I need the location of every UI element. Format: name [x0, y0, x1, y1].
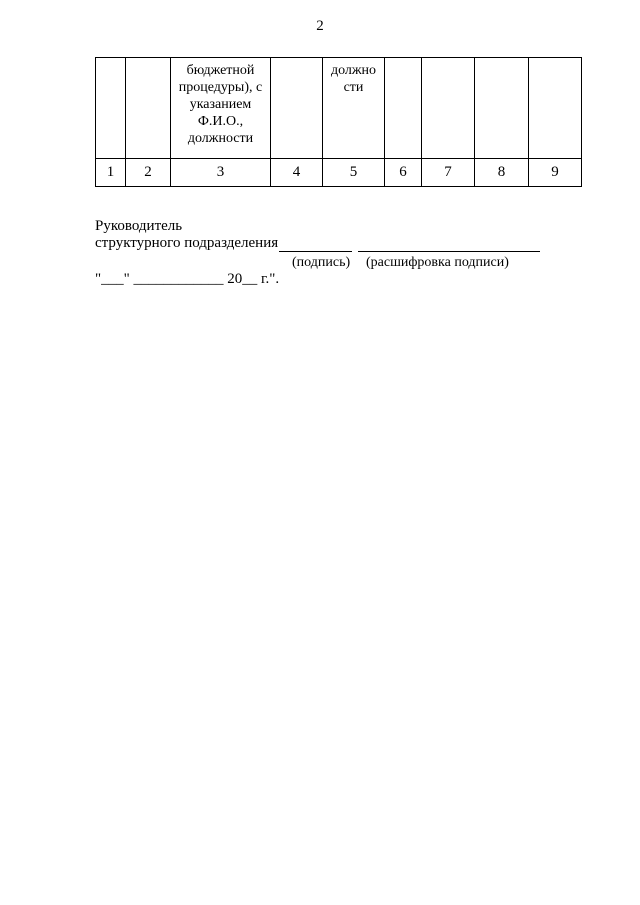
- table-cell-col-1: [96, 58, 126, 159]
- column-number: 9: [529, 159, 582, 187]
- table-cell-col-3: бюджетной процедуры), с указанием Ф.И.О., должности: [171, 58, 271, 159]
- table-cell-col-9: [529, 58, 582, 159]
- column-number: 5: [323, 159, 385, 187]
- column-number: 7: [422, 159, 475, 187]
- table-cell-col-6: [385, 58, 422, 159]
- column-number: 2: [126, 159, 171, 187]
- page-number: 2: [316, 18, 324, 34]
- column-number: 4: [271, 159, 323, 187]
- signatory-role-line2: структурного подразделения: [95, 235, 279, 251]
- table-cell-col-4: [271, 58, 323, 159]
- column-number-row: [96, 159, 582, 187]
- signature-decoding-field-line: [358, 251, 540, 252]
- signatory-role-line1: Руководитель: [95, 218, 183, 234]
- table-body-row: [96, 58, 582, 159]
- table-cell-col-2: [126, 58, 171, 159]
- column-number: 8: [475, 159, 529, 187]
- signature-field-line: [279, 251, 352, 252]
- table-cell-col-7: [422, 58, 475, 159]
- signature-caption: (подпись): [292, 255, 351, 270]
- signature-block: [95, 218, 278, 252]
- date-line: "___" ____________ 20__ г.".: [95, 271, 280, 287]
- column-number: 1: [96, 159, 126, 187]
- table-cell-col-5: должно сти: [323, 58, 385, 159]
- signature-decoding-caption: (расшифровка подписи): [366, 255, 509, 270]
- column-number: 6: [385, 159, 422, 187]
- report-table: [95, 57, 582, 187]
- column-number: 3: [171, 159, 271, 187]
- table-cell-col-8: [475, 58, 529, 159]
